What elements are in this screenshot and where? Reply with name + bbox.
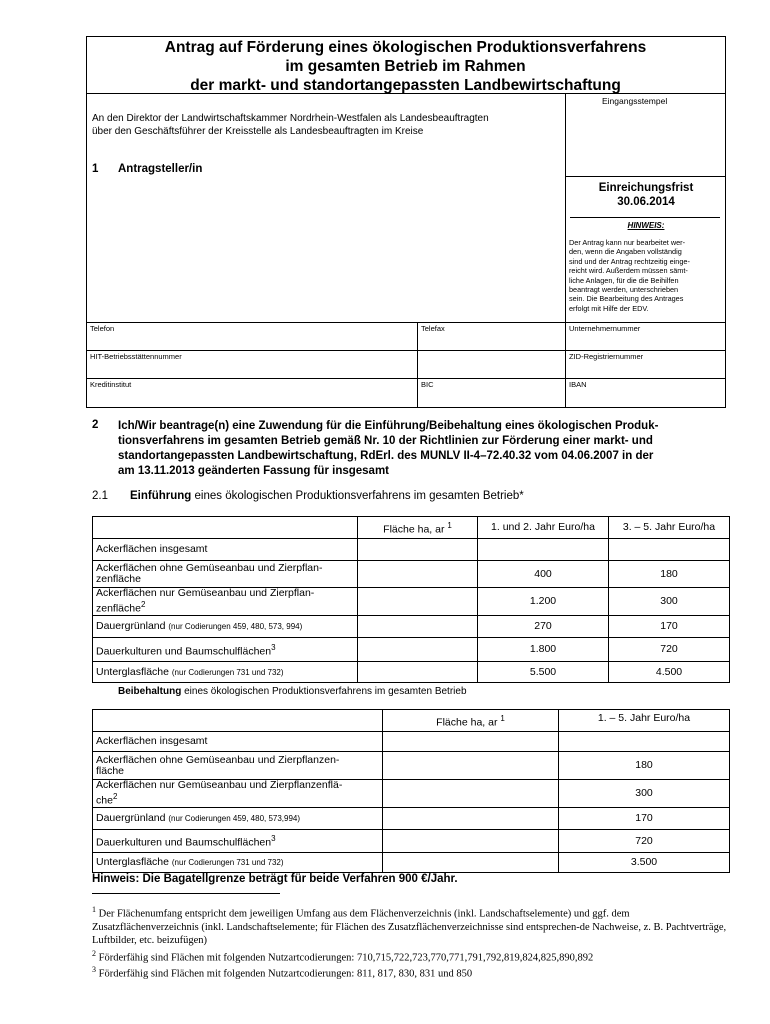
title-line-2: im gesamten Betrieb im Rahmen — [285, 58, 526, 75]
deadline-separator — [570, 217, 720, 218]
table-header-row — [93, 517, 730, 539]
row-label: Unterglasfläche (nur Codierungen 731 und 732) — [93, 662, 358, 683]
address-line-1: An den Direktor der Landwirtschaftskammer Nordrhein-Westfalen als Landesbeauftragten — [92, 113, 489, 124]
rate-year12 — [478, 539, 609, 561]
rate-year35: 170 — [609, 616, 730, 638]
area-input[interactable] — [358, 616, 478, 638]
row-label: Ackerflächen nur Gemüseanbau und Zierpflanzenflä- che$^2$ — [93, 780, 383, 808]
table-row — [93, 539, 730, 561]
rate-year35 — [609, 539, 730, 561]
area-input[interactable] — [358, 588, 478, 616]
area-input[interactable] — [383, 853, 559, 873]
hinweis-line: Der Antrag kann nur bearbeitet wer- — [569, 238, 686, 247]
title-divider — [86, 93, 726, 94]
rate-year35: 4.500 — [609, 662, 730, 683]
eingangsstempel-label: Eingangsstempel — [602, 96, 668, 106]
footnote-1: $^1$ Der Flächenumfang entspricht dem jeweiligen Umfang aus dem Flächenverzeichnis (inkl. Landschaftselemente) und ggf. dem Zusatzflächenverzeichnis (inkl. Landschaftselemente; für Flächen des Zusatzflächenverzeichnisse sind entsprechen-de Nachweise, z. B. Pachtverträge, Luftbilder, etc. beizufügen) — [92, 905, 727, 946]
title-line-3: der markt- und standortangepassten Landbewirtschaftung — [190, 77, 621, 94]
area-column-header: Fläche ha, ar $^1$ — [358, 517, 478, 539]
rate-year12: 400 — [478, 561, 609, 588]
year35-column-header: 3. – 5. Jahr Euro/ha — [609, 517, 730, 539]
recipient-address — [92, 112, 562, 138]
area-input[interactable] — [383, 752, 559, 780]
area-input[interactable] — [358, 662, 478, 683]
rate-year35: 720 — [609, 638, 730, 662]
rate-year15: 720 — [559, 830, 730, 853]
rate-year15: 180 — [559, 752, 730, 780]
table-row — [93, 830, 730, 853]
beibehaltung-table — [92, 709, 730, 873]
row-label: Ackerflächen nur Gemüseanbau und Zierpflan- zenfläche$^2$ — [93, 588, 358, 616]
form-title — [86, 38, 725, 95]
rate-year15: 170 — [559, 808, 730, 830]
year15-column-header: 1. – 5. Jahr Euro/ha — [559, 710, 730, 732]
hinweis-line: sind und der Antrag rechtzeitig einge- — [569, 256, 690, 266]
footnote-2: $^2$ Förderfähig sind Flächen mit folgenden Nutzartcodierungen: 710,715,722,723,770,771,791,792,819,824,825,890,892 — [92, 949, 594, 964]
beibehaltung-label: Beibehaltung — [118, 686, 182, 697]
einfuehrung-label: Einführung — [130, 490, 192, 502]
area-input[interactable] — [383, 732, 559, 752]
bic-field[interactable]: BIC — [421, 380, 434, 389]
table-row — [93, 853, 730, 873]
row-label: Dauergrünland (nur Codierungen 459, 480, 573,994) — [93, 808, 383, 830]
zid-field[interactable]: ZID-Registriernummer — [569, 352, 644, 361]
area-input[interactable] — [383, 830, 559, 853]
rate-year15: 3.500 — [559, 853, 730, 873]
section-2-line: am 13.11.2013 geänderten Fassung für insgesamt — [118, 465, 390, 477]
table-header-row — [93, 710, 730, 732]
table-row — [93, 780, 730, 808]
field-row-divider — [86, 378, 726, 379]
field-col-divider — [417, 322, 418, 408]
row-label: Ackerflächen ohne Gemüseanbau und Zierpflan- zenfläche — [93, 561, 358, 588]
field-col-divider — [565, 322, 566, 408]
telefax-field[interactable]: Telefax — [421, 324, 445, 333]
row-label: Ackerflächen insgesamt — [93, 732, 383, 752]
rate-year12: 270 — [478, 616, 609, 638]
rate-year12: 5.500 — [478, 662, 609, 683]
deadline-block — [566, 181, 726, 209]
section-2-text — [118, 419, 730, 479]
row-label: Ackerflächen insgesamt — [93, 539, 358, 561]
hinweis-line: den, wenn die Angaben vollständig — [569, 247, 682, 257]
hinweis-line: sein. Die Bearbeitung des Antrages — [569, 294, 684, 304]
bagatell-hinweis: Hinweis: Die Bagatellgrenze beträgt für beide Verfahren 900 €/Jahr. — [92, 873, 458, 885]
table-row — [93, 808, 730, 830]
title-line-1: Antrag auf Förderung eines ökologischen Produktionsverfahrens — [164, 39, 647, 56]
row-label: Dauerkulturen und Baumschulflächen$^3$ — [93, 830, 383, 853]
iban-field[interactable]: IBAN — [569, 380, 587, 389]
header-empty — [93, 710, 383, 732]
area-input[interactable] — [358, 539, 478, 561]
area-input[interactable] — [358, 638, 478, 662]
row-label: Unterglasfläche (nur Codierungen 731 und 732) — [93, 853, 383, 873]
hit-field[interactable]: HIT-Betriebsstättennummer — [90, 352, 182, 361]
rate-year35: 180 — [609, 561, 730, 588]
telefon-field[interactable]: Telefon — [90, 324, 115, 333]
rate-year35: 300 — [609, 588, 730, 616]
section-1-title: Antragsteller/in — [118, 163, 203, 175]
area-input[interactable] — [358, 561, 478, 588]
table-row — [93, 732, 730, 752]
footnote-rule — [92, 893, 280, 894]
row-label: Dauergrünland (nur Codierungen 459, 480, 573, 994) — [93, 616, 358, 638]
area-input[interactable] — [383, 780, 559, 808]
rate-year12: 1.800 — [478, 638, 609, 662]
header-empty — [93, 517, 358, 539]
deadline-title: Einreichungsfrist — [598, 182, 694, 194]
table-row — [93, 561, 730, 588]
field-row-divider — [86, 350, 726, 351]
hinweis-label: HINWEIS: — [627, 221, 665, 230]
unternehmernummer-field[interactable]: Unternehmernummer — [569, 324, 641, 333]
table-row — [93, 616, 730, 638]
area-column-header: Fläche ha, ar $^1$ — [383, 710, 559, 732]
section-2-line: Ich/Wir beantrage(n) eine Zuwendung für die Einführung/Beibehaltung eines ökologischen Produk- — [118, 420, 659, 432]
row-label: Ackerflächen ohne Gemüseanbau und Zierpflanzen- fläche — [93, 752, 383, 780]
stamp-divider — [565, 176, 726, 177]
hinweis-line: erfolgt mit Hilfe der EDV. — [569, 303, 649, 313]
deadline-date: 30.06.2014 — [617, 196, 675, 208]
einfuehrung-rest: eines ökologischen Produktionsverfahrens im gesamten Betrieb* — [191, 490, 524, 502]
footnote-3: $^3$ Förderfähig sind Flächen mit folgenden Nutzartcodierungen: 811, 817, 830, 831 und 850 — [92, 965, 473, 980]
area-input[interactable] — [383, 808, 559, 830]
rate-year15: 300 — [559, 780, 730, 808]
row-label: Dauerkulturen und Baumschulflächen$^3$ — [93, 638, 358, 662]
section-2-line: standortangepassten Landbewirtschaftung, RdErl. des MUNLV II-4–72.40.32 vom 04.06.2007 in der — [118, 450, 654, 462]
beibehaltung-heading — [118, 686, 467, 697]
rate-year15 — [559, 732, 730, 752]
hinweis-line: reicht wird. Außerdem müssen sämt- — [569, 266, 688, 276]
hinweis-line: beantragt werden, unterschrieben — [569, 285, 679, 295]
hinweis-line: liche Anlagen, für die die Beihilfen — [569, 275, 679, 285]
section-1-number: 1 — [92, 163, 99, 175]
beibehaltung-rest: eines ökologischen Produktionsverfahrens im gesamten Betrieb — [181, 686, 467, 697]
address-line-2: über den Geschäftsführer der Kreisstelle als Landesbeauftragten im Kreise — [92, 126, 424, 137]
section-2-number: 2 — [92, 419, 99, 431]
hinweis-text — [569, 238, 721, 313]
table-row — [93, 588, 730, 616]
section-2-line: tionsverfahrens im gesamten Betrieb gemäß Nr. 10 der Richtlinien zur Förderung einer markt- und — [118, 435, 653, 447]
year12-column-header: 1. und 2. Jahr Euro/ha — [478, 517, 609, 539]
einfuehrung-table — [92, 516, 730, 683]
kreditinstitut-field[interactable]: Kreditinstitut — [90, 380, 132, 389]
table-row — [93, 752, 730, 780]
field-row-divider — [86, 322, 726, 323]
subsection-2-1-heading — [130, 490, 524, 502]
subsection-2-1-number: 2.1 — [92, 490, 108, 502]
table-row — [93, 662, 730, 683]
table-row — [93, 638, 730, 662]
rate-year12: 1.200 — [478, 588, 609, 616]
